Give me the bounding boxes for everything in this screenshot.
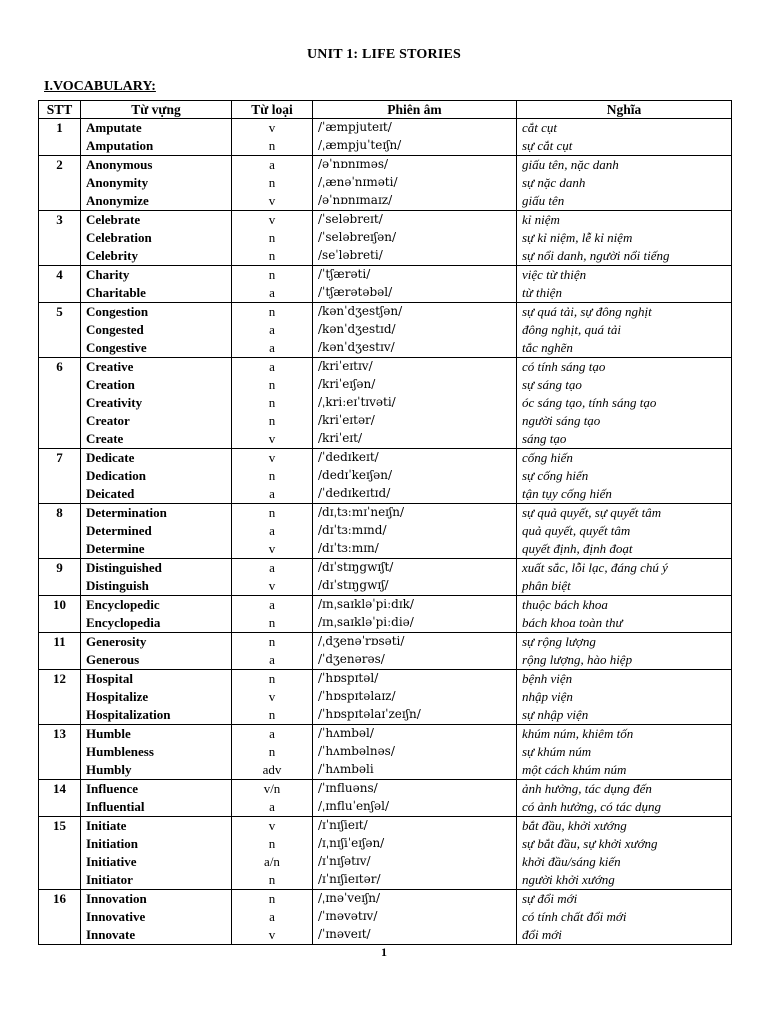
part-of-speech-cell: a bbox=[232, 339, 313, 358]
stt-cell bbox=[39, 485, 81, 504]
table-row bbox=[39, 358, 732, 377]
part-of-speech-cell: a bbox=[232, 522, 313, 540]
pronunciation-cell: /əˈnɒnɪmaɪz/ bbox=[313, 192, 517, 211]
pronunciation-cell: /ˈɪnəveɪt/ bbox=[313, 926, 517, 945]
meaning-cell: bắt đầu, khởi xướng bbox=[517, 817, 732, 836]
stt-cell bbox=[39, 321, 81, 339]
table-row bbox=[39, 670, 732, 689]
part-of-speech-cell: n bbox=[232, 174, 313, 192]
pronunciation-cell: /ɪˈnɪʃieɪt/ bbox=[313, 817, 517, 836]
table-row bbox=[39, 467, 732, 485]
part-of-speech-cell: v bbox=[232, 688, 313, 706]
stt-cell: 10 bbox=[39, 596, 81, 615]
meaning-cell: sự đổi mới bbox=[517, 890, 732, 909]
part-of-speech-cell: v bbox=[232, 817, 313, 836]
stt-cell bbox=[39, 412, 81, 430]
pronunciation-cell: /dɪˈtɜːmɪn/ bbox=[313, 540, 517, 559]
meaning-cell: sự cắt cụt bbox=[517, 137, 732, 156]
page-title: UNIT 1: LIFE STORIES bbox=[306, 47, 462, 62]
pronunciation-cell: /kriˈeɪt/ bbox=[313, 430, 517, 449]
table-row bbox=[39, 780, 732, 799]
stt-cell bbox=[39, 137, 81, 156]
stt-cell bbox=[39, 798, 81, 817]
stt-cell bbox=[39, 835, 81, 853]
part-of-speech-cell: a bbox=[232, 284, 313, 303]
part-of-speech-cell: n bbox=[232, 743, 313, 761]
pronunciation-cell: /dedɪˈkeɪʃən/ bbox=[313, 467, 517, 485]
table-row bbox=[39, 284, 732, 303]
meaning-cell: sự bắt đầu, sự khởi xướng bbox=[517, 835, 732, 853]
table-row bbox=[39, 485, 732, 504]
word-cell: Celebration bbox=[81, 229, 232, 247]
word-cell: Anonymize bbox=[81, 192, 232, 211]
part-of-speech-cell: a bbox=[232, 156, 313, 175]
part-of-speech-cell: n bbox=[232, 247, 313, 266]
part-of-speech-cell: n bbox=[232, 467, 313, 485]
pronunciation-cell: /ˈdʒenərəs/ bbox=[313, 651, 517, 670]
stt-cell bbox=[39, 908, 81, 926]
part-of-speech-cell: a bbox=[232, 651, 313, 670]
part-of-speech-cell: a bbox=[232, 596, 313, 615]
pronunciation-cell: /ˌdʒenəˈrɒsəti/ bbox=[313, 633, 517, 652]
table-row bbox=[39, 926, 732, 945]
part-of-speech-cell: v bbox=[232, 119, 313, 138]
pronunciation-cell: /dɪˈtɜːmɪnd/ bbox=[313, 522, 517, 540]
meaning-cell: sự cống hiến bbox=[517, 467, 732, 485]
word-cell: Generous bbox=[81, 651, 232, 670]
stt-cell bbox=[39, 174, 81, 192]
pronunciation-cell: /dɪˈstɪŋgwɪʃt/ bbox=[313, 559, 517, 578]
part-of-speech-cell: a bbox=[232, 908, 313, 926]
pronunciation-cell: /ˌænəˈnɪməti/ bbox=[313, 174, 517, 192]
part-of-speech-cell: v bbox=[232, 577, 313, 596]
stt-cell bbox=[39, 853, 81, 871]
pronunciation-cell: /ˌkriːeɪˈtɪvəti/ bbox=[313, 394, 517, 412]
part-of-speech-cell: n bbox=[232, 835, 313, 853]
word-cell: Humbleness bbox=[81, 743, 232, 761]
part-of-speech-cell: v/n bbox=[232, 780, 313, 799]
pronunciation-cell: /dɪˈstɪŋgwɪʃ/ bbox=[313, 577, 517, 596]
stt-cell: 16 bbox=[39, 890, 81, 909]
part-of-speech-cell: n bbox=[232, 394, 313, 412]
pronunciation-cell: /ɪnˌsaɪkləˈpiːdiə/ bbox=[313, 614, 517, 633]
meaning-cell: sự khúm núm bbox=[517, 743, 732, 761]
table-row bbox=[39, 871, 732, 890]
table-row bbox=[39, 211, 732, 230]
meaning-cell: óc sáng tạo, tính sáng tạo bbox=[517, 394, 732, 412]
meaning-cell: sự nhập viện bbox=[517, 706, 732, 725]
word-cell: Dedication bbox=[81, 467, 232, 485]
meaning-cell: giấu tên bbox=[517, 192, 732, 211]
stt-cell: 6 bbox=[39, 358, 81, 377]
pronunciation-cell: /ˈseləbreɪʃən/ bbox=[313, 229, 517, 247]
table-row bbox=[39, 817, 732, 836]
pronunciation-cell: /ˈtʃærəti/ bbox=[313, 266, 517, 285]
table-row bbox=[39, 247, 732, 266]
page-number: 1 bbox=[381, 945, 387, 959]
table-row bbox=[39, 156, 732, 175]
word-cell: Innovation bbox=[81, 890, 232, 909]
header-stt: STT bbox=[39, 101, 81, 119]
pronunciation-cell: /ˌɪnfluˈenʃəl/ bbox=[313, 798, 517, 817]
pronunciation-cell: /ˈhʌmbəl/ bbox=[313, 725, 517, 744]
part-of-speech-cell: n bbox=[232, 376, 313, 394]
part-of-speech-cell: v bbox=[232, 430, 313, 449]
table-row bbox=[39, 908, 732, 926]
part-of-speech-cell: v bbox=[232, 192, 313, 211]
pronunciation-cell: /kənˈdʒestɪd/ bbox=[313, 321, 517, 339]
pronunciation-cell: /kənˈdʒestɪv/ bbox=[313, 339, 517, 358]
meaning-cell: sáng tạo bbox=[517, 430, 732, 449]
table-row bbox=[39, 339, 732, 358]
part-of-speech-cell: a bbox=[232, 798, 313, 817]
meaning-cell: việc từ thiện bbox=[517, 266, 732, 285]
pronunciation-cell: /kriˈeɪtɪv/ bbox=[313, 358, 517, 377]
word-cell: Hospitalization bbox=[81, 706, 232, 725]
pronunciation-cell: /kriˈeɪtər/ bbox=[313, 412, 517, 430]
table-row bbox=[39, 540, 732, 559]
word-cell: Determination bbox=[81, 504, 232, 523]
vocabulary-body bbox=[39, 119, 732, 945]
stt-cell: 5 bbox=[39, 303, 81, 322]
meaning-cell: có ảnh hưởng, có tác dụng bbox=[517, 798, 732, 817]
word-cell: Congested bbox=[81, 321, 232, 339]
pronunciation-cell: /ˈhʌmbəlnəs/ bbox=[313, 743, 517, 761]
meaning-cell: có tính sáng tạo bbox=[517, 358, 732, 377]
word-cell: Innovate bbox=[81, 926, 232, 945]
table-row bbox=[39, 559, 732, 578]
word-cell: Deicated bbox=[81, 485, 232, 504]
table-row bbox=[39, 725, 732, 744]
meaning-cell: phân biệt bbox=[517, 577, 732, 596]
pronunciation-cell: /seˈləbreti/ bbox=[313, 247, 517, 266]
pronunciation-cell: /ɪnˌsaɪkləˈpiːdɪk/ bbox=[313, 596, 517, 615]
stt-cell: 1 bbox=[39, 119, 81, 138]
meaning-cell: có tính chất đổi mới bbox=[517, 908, 732, 926]
meaning-cell: người khởi xướng bbox=[517, 871, 732, 890]
table-row bbox=[39, 706, 732, 725]
meaning-cell: sự quá tải, sự đông nghịt bbox=[517, 303, 732, 322]
word-cell: Anonymous bbox=[81, 156, 232, 175]
pronunciation-cell: /ɪˈnɪʃətɪv/ bbox=[313, 853, 517, 871]
table-row bbox=[39, 192, 732, 211]
word-cell: Create bbox=[81, 430, 232, 449]
word-cell: Humble bbox=[81, 725, 232, 744]
stt-cell bbox=[39, 229, 81, 247]
meaning-cell: quyết định, định đoạt bbox=[517, 540, 732, 559]
part-of-speech-cell: n bbox=[232, 412, 313, 430]
pronunciation-cell: /ˈhɒspɪtəlaɪz/ bbox=[313, 688, 517, 706]
word-cell: Amputate bbox=[81, 119, 232, 138]
stt-cell bbox=[39, 284, 81, 303]
word-cell: Charitable bbox=[81, 284, 232, 303]
part-of-speech-cell: n bbox=[232, 871, 313, 890]
table-row bbox=[39, 430, 732, 449]
stt-cell bbox=[39, 651, 81, 670]
pronunciation-cell: /ˈæmpjuteɪt/ bbox=[313, 119, 517, 138]
part-of-speech-cell: n bbox=[232, 670, 313, 689]
word-cell: Influential bbox=[81, 798, 232, 817]
table-row bbox=[39, 522, 732, 540]
pronunciation-cell: /ɪˈnɪʃieɪtər/ bbox=[313, 871, 517, 890]
stt-cell bbox=[39, 467, 81, 485]
table-row bbox=[39, 614, 732, 633]
part-of-speech-cell: n bbox=[232, 229, 313, 247]
word-cell: Creative bbox=[81, 358, 232, 377]
meaning-cell: đổi mới bbox=[517, 926, 732, 945]
header-word: Từ vựng bbox=[81, 101, 232, 119]
part-of-speech-cell: n bbox=[232, 266, 313, 285]
meaning-cell: tắc nghẽn bbox=[517, 339, 732, 358]
word-cell: Hospitalize bbox=[81, 688, 232, 706]
table-row bbox=[39, 688, 732, 706]
part-of-speech-cell: v bbox=[232, 449, 313, 468]
word-cell: Determined bbox=[81, 522, 232, 540]
pronunciation-cell: /ˈdedɪkeɪt/ bbox=[313, 449, 517, 468]
word-cell: Initiate bbox=[81, 817, 232, 836]
table-row bbox=[39, 449, 732, 468]
part-of-speech-cell: a bbox=[232, 559, 313, 578]
part-of-speech-cell: v bbox=[232, 540, 313, 559]
table-row bbox=[39, 229, 732, 247]
meaning-cell: khúm núm, khiêm tốn bbox=[517, 725, 732, 744]
part-of-speech-cell: n bbox=[232, 633, 313, 652]
meaning-cell: xuất sắc, lỗi lạc, đáng chú ý bbox=[517, 559, 732, 578]
meaning-cell: sự kỉ niệm, lễ kỉ niệm bbox=[517, 229, 732, 247]
pronunciation-cell: /dɪˌtɜːmɪˈneɪʃn/ bbox=[313, 504, 517, 523]
stt-cell bbox=[39, 577, 81, 596]
stt-cell bbox=[39, 871, 81, 890]
table-row bbox=[39, 835, 732, 853]
word-cell: Dedicate bbox=[81, 449, 232, 468]
part-of-speech-cell: n bbox=[232, 890, 313, 909]
table-row bbox=[39, 412, 732, 430]
table-row bbox=[39, 743, 732, 761]
section-heading: I.VOCABULARY: bbox=[44, 79, 156, 94]
pronunciation-cell: /kənˈdʒestʃən/ bbox=[313, 303, 517, 322]
pronunciation-cell: /ˌæmpjuˈteɪʃn/ bbox=[313, 137, 517, 156]
table-row bbox=[39, 577, 732, 596]
meaning-cell: tận tụy cống hiến bbox=[517, 485, 732, 504]
meaning-cell: sự sáng tạo bbox=[517, 376, 732, 394]
word-cell: Celebrity bbox=[81, 247, 232, 266]
word-cell: Hospital bbox=[81, 670, 232, 689]
stt-cell bbox=[39, 540, 81, 559]
table-row bbox=[39, 137, 732, 156]
table-row bbox=[39, 596, 732, 615]
stt-cell bbox=[39, 394, 81, 412]
word-cell: Initiation bbox=[81, 835, 232, 853]
word-cell: Creation bbox=[81, 376, 232, 394]
table-row bbox=[39, 890, 732, 909]
pronunciation-cell: /ˈtʃærətəbəl/ bbox=[313, 284, 517, 303]
header-part-of-speech: Từ loại bbox=[232, 101, 313, 119]
meaning-cell: thuộc bách khoa bbox=[517, 596, 732, 615]
stt-cell bbox=[39, 926, 81, 945]
part-of-speech-cell: n bbox=[232, 303, 313, 322]
stt-cell bbox=[39, 688, 81, 706]
table-row bbox=[39, 394, 732, 412]
word-cell: Initiative bbox=[81, 853, 232, 871]
table-row bbox=[39, 376, 732, 394]
pronunciation-cell: /əˈnɒnɪməs/ bbox=[313, 156, 517, 175]
pronunciation-cell: /ˈɪnfluəns/ bbox=[313, 780, 517, 799]
meaning-cell: giấu tên, nặc danh bbox=[517, 156, 732, 175]
stt-cell: 9 bbox=[39, 559, 81, 578]
word-cell: Determine bbox=[81, 540, 232, 559]
meaning-cell: từ thiện bbox=[517, 284, 732, 303]
table-row bbox=[39, 633, 732, 652]
pronunciation-cell: /ˈdedɪkeɪtɪd/ bbox=[313, 485, 517, 504]
word-cell: Celebrate bbox=[81, 211, 232, 230]
stt-cell: 15 bbox=[39, 817, 81, 836]
vocabulary-table bbox=[38, 100, 732, 945]
stt-cell: 11 bbox=[39, 633, 81, 652]
stt-cell bbox=[39, 706, 81, 725]
table-row bbox=[39, 119, 732, 138]
meaning-cell: sự quả quyết, sự quyết tâm bbox=[517, 504, 732, 523]
stt-cell bbox=[39, 247, 81, 266]
table-row bbox=[39, 504, 732, 523]
meaning-cell: cống hiến bbox=[517, 449, 732, 468]
stt-cell bbox=[39, 339, 81, 358]
word-cell: Charity bbox=[81, 266, 232, 285]
pronunciation-cell: /ˈhɒspɪtəl/ bbox=[313, 670, 517, 689]
table-header-row bbox=[39, 101, 732, 119]
meaning-cell: bách khoa toàn thư bbox=[517, 614, 732, 633]
word-cell: Distinguish bbox=[81, 577, 232, 596]
part-of-speech-cell: a bbox=[232, 725, 313, 744]
stt-cell: 13 bbox=[39, 725, 81, 744]
table-row bbox=[39, 266, 732, 285]
stt-cell: 2 bbox=[39, 156, 81, 175]
part-of-speech-cell: adv bbox=[232, 761, 313, 780]
part-of-speech-cell: n bbox=[232, 504, 313, 523]
table-row bbox=[39, 853, 732, 871]
stt-cell: 3 bbox=[39, 211, 81, 230]
meaning-cell: kỉ niệm bbox=[517, 211, 732, 230]
word-cell: Generosity bbox=[81, 633, 232, 652]
pronunciation-cell: /ˌɪnəˈveɪʃn/ bbox=[313, 890, 517, 909]
part-of-speech-cell: v bbox=[232, 211, 313, 230]
table-row bbox=[39, 761, 732, 780]
word-cell: Humbly bbox=[81, 761, 232, 780]
stt-cell: 12 bbox=[39, 670, 81, 689]
pronunciation-cell: /ɪˌnɪʃiˈeɪʃən/ bbox=[313, 835, 517, 853]
table-row bbox=[39, 174, 732, 192]
stt-cell bbox=[39, 376, 81, 394]
meaning-cell: đông nghịt, quá tải bbox=[517, 321, 732, 339]
stt-cell bbox=[39, 743, 81, 761]
pronunciation-cell: /ˈɪnəvətɪv/ bbox=[313, 908, 517, 926]
header-meaning: Nghĩa bbox=[517, 101, 732, 119]
table-row bbox=[39, 798, 732, 817]
word-cell: Creator bbox=[81, 412, 232, 430]
stt-cell: 14 bbox=[39, 780, 81, 799]
pronunciation-cell: /ˈhʌmbəli bbox=[313, 761, 517, 780]
meaning-cell: nhập viện bbox=[517, 688, 732, 706]
word-cell: Encyclopedia bbox=[81, 614, 232, 633]
word-cell: Anonymity bbox=[81, 174, 232, 192]
word-cell: Encyclopedic bbox=[81, 596, 232, 615]
stt-cell bbox=[39, 192, 81, 211]
header-pronunciation: Phiên âm bbox=[313, 101, 517, 119]
part-of-speech-cell: a/n bbox=[232, 853, 313, 871]
part-of-speech-cell: a bbox=[232, 358, 313, 377]
stt-cell bbox=[39, 614, 81, 633]
word-cell: Innovative bbox=[81, 908, 232, 926]
word-cell: Amputation bbox=[81, 137, 232, 156]
meaning-cell: bệnh viện bbox=[517, 670, 732, 689]
table-row bbox=[39, 303, 732, 322]
part-of-speech-cell: a bbox=[232, 321, 313, 339]
meaning-cell: một cách khúm núm bbox=[517, 761, 732, 780]
stt-cell bbox=[39, 430, 81, 449]
meaning-cell: sự nặc danh bbox=[517, 174, 732, 192]
stt-cell bbox=[39, 761, 81, 780]
meaning-cell: khởi đầu/sáng kiến bbox=[517, 853, 732, 871]
word-cell: Congestion bbox=[81, 303, 232, 322]
pronunciation-cell: /ˈseləbreɪt/ bbox=[313, 211, 517, 230]
meaning-cell: sự rộng lượng bbox=[517, 633, 732, 652]
part-of-speech-cell: v bbox=[232, 926, 313, 945]
word-cell: Initiator bbox=[81, 871, 232, 890]
part-of-speech-cell: n bbox=[232, 614, 313, 633]
meaning-cell: người sáng tạo bbox=[517, 412, 732, 430]
part-of-speech-cell: n bbox=[232, 706, 313, 725]
meaning-cell: sự nổi danh, người nổi tiếng bbox=[517, 247, 732, 266]
part-of-speech-cell: n bbox=[232, 137, 313, 156]
word-cell: Influence bbox=[81, 780, 232, 799]
meaning-cell: ảnh hưởng, tác dụng đến bbox=[517, 780, 732, 799]
stt-cell bbox=[39, 522, 81, 540]
part-of-speech-cell: a bbox=[232, 485, 313, 504]
meaning-cell: quả quyết, quyết tâm bbox=[517, 522, 732, 540]
word-cell: Creativity bbox=[81, 394, 232, 412]
word-cell: Distinguished bbox=[81, 559, 232, 578]
word-cell: Congestive bbox=[81, 339, 232, 358]
pronunciation-cell: /ˈhɒspɪtəlaɪˈzeɪʃn/ bbox=[313, 706, 517, 725]
stt-cell: 7 bbox=[39, 449, 81, 468]
pronunciation-cell: /kriˈeɪʃən/ bbox=[313, 376, 517, 394]
meaning-cell: cắt cụt bbox=[517, 119, 732, 138]
stt-cell: 4 bbox=[39, 266, 81, 285]
meaning-cell: rộng lượng, hào hiệp bbox=[517, 651, 732, 670]
table-row bbox=[39, 651, 732, 670]
table-row bbox=[39, 321, 732, 339]
stt-cell: 8 bbox=[39, 504, 81, 523]
